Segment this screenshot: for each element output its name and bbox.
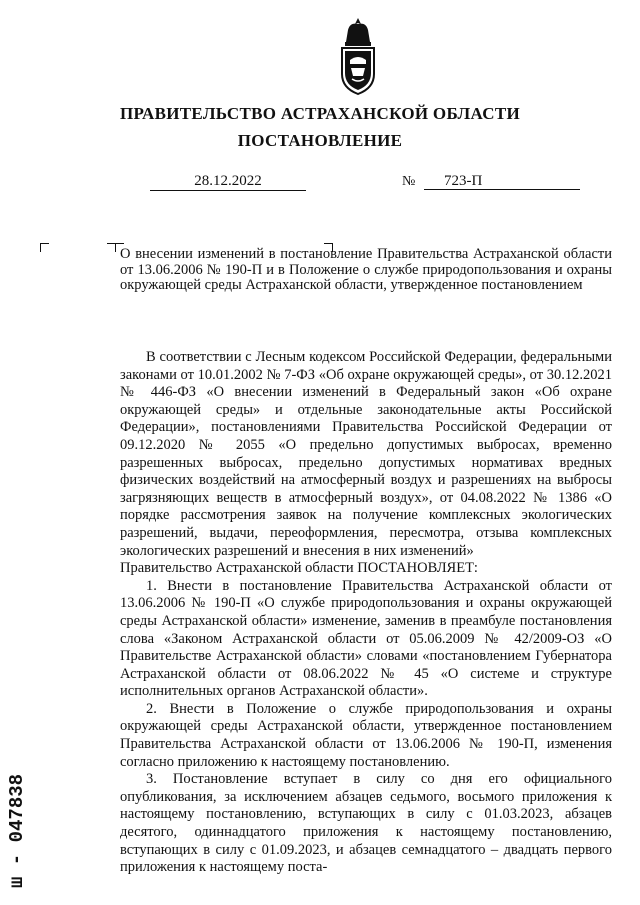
coat-of-arms-icon: [336, 16, 380, 96]
number-sign: №: [402, 174, 416, 189]
item-1-paragraph: 1. Внести в постановление Правительства Астраханской области от 13.06.2006 № 190-П «О службе природопользования и охраны окружающей среды Астраханской области» изменение, заменив в преамбуле постановления слова «Законом Астраханской области от 05.06.2009 № 42/2009-ОЗ «О Правительстве Астраханской области» словами «постановлением Губернатора Астраханской области от 08.06.2022 № 45 «О системе и структуре исполнительных органов Астраханской области».: [120, 577, 612, 700]
government-name: ПРАВИТЕЛЬСТВО АСТРАХАНСКОЙ ОБЛАСТИ: [120, 104, 520, 123]
resolution-line: Правительство Астраханской области ПОСТАНОВЛЯЕТ:: [120, 560, 478, 577]
preamble-paragraph: В соответствии с Лесным кодексом Российской Федерации, федеральными законами от 10.01.2002 № 7-ФЗ «Об охране окружающей среды», от 30.12.2021 № 446-ФЗ «О внесении изменений в Федеральный закон «Об охране окружающей среды» и отдельные законодательные акты Российской Федерации», постановлениями Правительства Российской Федерации от 09.12.2020 № 2055 «О предельно допустимых выбросах, временно разрешенных выбросах, предельно допустимых нормативах вредных физических воздействий на атмосферный воздух и разрешениях на выбросы загрязняющих веществ в атмосферный воздух», от 04.08.2022 № 1386 «О порядке рассмотрения заявок на получение комплексных экологических разрешений, выдачи, переоформления, пересмотра, отзыва комплексных экологических разрешений и внесения в них изменений»: [120, 349, 612, 559]
corner-mark: [40, 243, 49, 252]
serial-stamp: [4, 738, 28, 888]
document-date: 28.12.2022: [150, 172, 306, 191]
item-2-paragraph: 2. Внести в Положение о службе природопользования и охраны окружающей среды Астраханской области, утвержденное постановлением Правительства Астраханской области от 13.06.2006 № 190-П, изменения согласно приложению к настоящему постановлению.: [120, 700, 612, 770]
document-type: ПОСТАНОВЛЕНИЕ: [237, 131, 403, 150]
document-subject: О внесении изменений в постановление Правительства Астраханской области от 13.06.2006 № 190-П и в Положение о службе природопользования и охраны окружающей среды Астраханской области, утвержденное постановлением: [120, 246, 612, 293]
document-body: [120, 349, 612, 877]
document-number: 723-П: [424, 172, 580, 190]
serial-number: ш - 047838: [6, 773, 28, 888]
item-3-paragraph: 3. Постановление вступает в силу со дня его официального опубликования, за исключением абзацев седьмого, восьмого приложения к настоящему постановлению, вступающих в силу с 01.03.2023, абзацев десятого, одиннадцатого приложения к настоящему постановлению, вступающих в силу с 01.09.2023, и абзацев семнадцатого – двадцать первого приложения к настоящему поста-: [120, 771, 612, 876]
